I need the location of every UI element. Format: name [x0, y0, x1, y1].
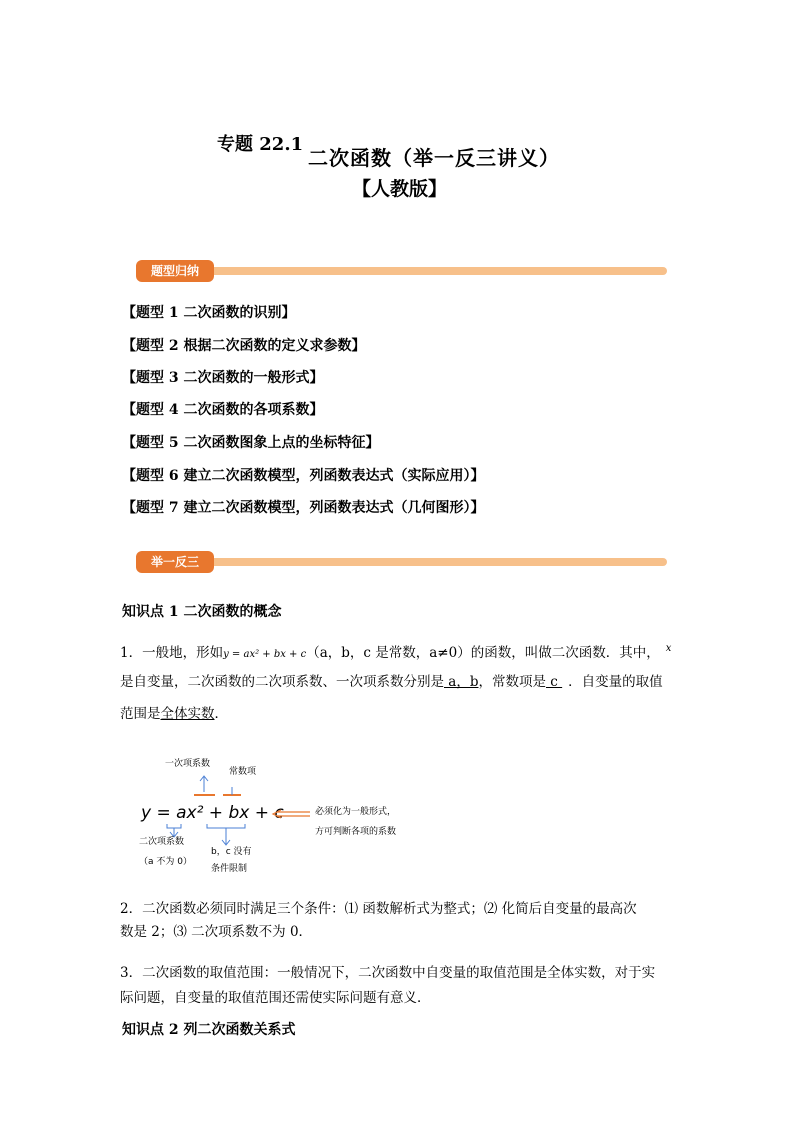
p1-formula: y = ax² + bx + c	[223, 649, 307, 660]
type-item-1: 【题型 1 二次函数的识别】	[122, 305, 296, 321]
paragraph-1-line-1	[120, 634, 671, 670]
label-note-1: 必须化为一般形式，	[315, 807, 397, 817]
p1-text-f: 范围是	[120, 706, 161, 722]
type-item-2: 【题型 2 根据二次函数的定义求参数】	[122, 338, 366, 354]
section-tab-examples: 举一反三	[136, 551, 214, 573]
p1-c-answer: c	[545, 674, 563, 690]
diagram-formula: y = ax² + bx + c	[141, 803, 284, 823]
paragraph-2-line-2: 数是 2；⑶ 二次项系数不为 0．	[120, 924, 313, 940]
p1-real-answer: 全体实数	[160, 706, 215, 722]
paragraph-1-line-3	[120, 699, 228, 729]
section-bar-types	[136, 267, 667, 275]
doc-edition: 【人教版】	[352, 178, 448, 200]
bracket-bc-bottom	[207, 824, 245, 828]
p1-ab-answer: a，b	[444, 674, 479, 690]
section-bar-examples	[136, 558, 667, 566]
label-bc-line-1: b，c 没有	[211, 847, 252, 857]
knowledge-point-1-heading: 知识点 1 二次函数的概念	[122, 604, 282, 620]
type-item-7: 【题型 7 建立二次函数模型，列函数表达式（几何图形）】	[122, 500, 485, 516]
paragraph-3-line-2: 际问题，自变量的取值范围还需使实际问题有意义．	[120, 990, 431, 1006]
label-note-2: 方可判断各项的系数	[315, 827, 397, 837]
quadratic-terms-diagram	[135, 752, 435, 876]
paragraph-2-line-1: 2．二次函数必须同时满足三个条件：⑴ 函数解析式为整式；⑵ 化简后自变量的最高次	[120, 901, 637, 917]
section-tab-types: 题型归纳	[136, 260, 214, 282]
bracket-a-bottom	[167, 824, 181, 828]
type-item-3: 【题型 3 二次函数的一般形式】	[122, 370, 324, 386]
p1-text-d: ，常数项是	[478, 674, 546, 690]
p1-text-g: ．	[214, 706, 228, 722]
p1-x: x	[665, 643, 672, 654]
label-quadratic-coefficient: 二次项系数	[139, 837, 185, 847]
paragraph-1-line-2	[120, 667, 663, 697]
type-item-5: 【题型 5 二次函数图象上点的坐标特征】	[122, 435, 380, 451]
p1-text-a: 1．一般地，形如	[120, 645, 224, 661]
paragraph-3-line-1: 3．二次函数的取值范围：一般情况下，二次函数中自变量的取值范围是全体实数，对于实	[120, 965, 656, 981]
knowledge-point-2-heading: 知识点 2 列二次函数关系式	[122, 1022, 296, 1038]
p1-text-b: （a，b，c 是常数，a≠0）的函数，叫做二次函数．其中，	[306, 645, 660, 661]
label-quadratic-note: （a 不为 0）	[139, 857, 192, 867]
type-item-6: 【题型 6 建立二次函数模型，列函数表达式（实际应用）】	[122, 468, 485, 484]
doc-title: 二次函数（举一反三讲义）	[308, 146, 560, 170]
doc-prefix: 专题 22.1	[217, 134, 304, 155]
label-bc-line-2: 条件限制	[211, 864, 248, 874]
p1-text-e: ．自变量的取值	[568, 674, 663, 690]
p1-text-c: 是自变量，二次函数的二次项系数、一次项系数分别是	[120, 674, 444, 690]
type-item-4: 【题型 4 二次函数的各项系数】	[122, 402, 324, 418]
label-constant-term: 常数项	[229, 767, 257, 777]
label-linear-coefficient: 一次项系数	[165, 759, 211, 769]
